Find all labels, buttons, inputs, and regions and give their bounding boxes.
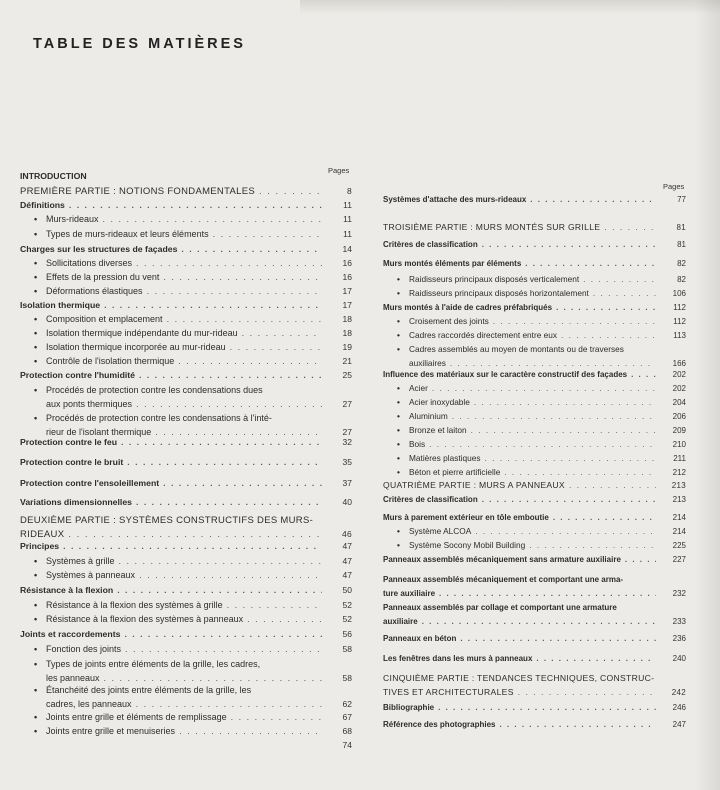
toc-entry <box>383 368 686 382</box>
toc-entry <box>20 658 352 685</box>
toc-page-number: 11 <box>343 214 352 224</box>
toc-entry-title: auxiliaires <box>409 357 446 368</box>
toc-entry-title-line: Panneaux assemblés mécaniquement et comportant une arma- <box>383 575 624 584</box>
toc-entry <box>383 701 686 715</box>
leader-dots <box>556 301 656 315</box>
leader-dots <box>104 672 322 686</box>
toc-entry-title: PREMIÈRE PARTIE : NOTIONS FONDAMENTALES <box>20 186 255 197</box>
toc-page-number: 209 <box>672 426 686 435</box>
toc-entry-title: Référence des photographies <box>383 720 496 729</box>
toc-page-number: 82 <box>677 259 686 268</box>
toc-entry-title: Protection contre l'humidité <box>20 370 136 380</box>
toc-entry-title: Panneaux en béton <box>383 634 457 643</box>
toc-page-number: 14 <box>342 244 352 254</box>
leader-dots <box>68 528 322 542</box>
toc-page-number: 212 <box>672 468 686 477</box>
leader-dots <box>474 396 656 410</box>
toc-entry <box>383 525 686 539</box>
toc-entry <box>20 477 352 491</box>
toc-entry <box>383 601 686 628</box>
toc-entry-title: TIVES ET ARCHITECTURALES <box>383 686 514 697</box>
toc-entry-title: • Murs-rideaux <box>46 214 99 224</box>
leader-dots <box>530 193 656 207</box>
toc-entry <box>383 424 686 438</box>
toc-entry <box>383 396 686 410</box>
toc-entry <box>383 539 686 553</box>
leader-dots <box>432 382 656 396</box>
leader-dots <box>104 299 322 313</box>
toc-entry-title: ture auxiliaire <box>383 588 436 598</box>
toc-entry-title: Principes <box>20 541 60 551</box>
leader-dots <box>482 238 656 252</box>
toc-page-number: 27 <box>342 398 352 409</box>
toc-entry <box>20 299 352 313</box>
toc-entry-title: Variations dimensionnelles <box>20 497 133 507</box>
leader-dots <box>136 698 322 712</box>
toc-page-number: 18 <box>342 328 352 338</box>
toc-entry-title-line: • Procédés de protection contre les condensations à l'inté- <box>46 412 352 426</box>
toc-entry <box>20 199 352 213</box>
toc-entry-title: • Types de murs-rideaux et leurs éléments <box>46 229 209 239</box>
toc-page-number: 233 <box>672 616 686 626</box>
toc-page-number: 25 <box>342 370 352 380</box>
toc-entry <box>20 684 352 711</box>
leader-dots <box>69 199 322 213</box>
toc-entry <box>383 273 686 287</box>
leader-dots <box>181 243 322 257</box>
toc-entry <box>383 632 686 646</box>
page-title: TABLE DES MATIÈRES <box>33 36 246 52</box>
toc-entry-title: rieur de l'isolant thermique <box>46 426 152 437</box>
toc-page-number: 81 <box>677 240 686 249</box>
pages-column-header: Pages <box>663 182 685 191</box>
toc-entry <box>20 711 352 725</box>
toc-entry <box>20 384 352 411</box>
page-fold-shadow <box>694 0 720 790</box>
leader-dots <box>121 436 322 450</box>
toc-entry <box>383 329 686 343</box>
toc-entry <box>20 412 352 439</box>
toc-entry-title: • Système ALCOA <box>409 526 472 536</box>
toc-entry-title: • Béton et pierre artificielle <box>409 467 501 477</box>
leader-dots <box>213 228 322 242</box>
toc-entry-title: • Composition et emplacement <box>46 314 163 324</box>
leader-dots <box>178 355 322 369</box>
toc-page-number: 82 <box>677 275 686 284</box>
toc-entry <box>20 271 352 285</box>
toc-entry-title: • Raidisseurs principaux disposés verticalement <box>409 274 580 284</box>
toc-entry <box>383 718 686 732</box>
toc-entry <box>383 573 686 600</box>
toc-page-number: 81 <box>676 223 686 232</box>
leader-dots <box>482 493 656 507</box>
toc-entry <box>20 613 352 627</box>
leader-dots <box>139 369 322 383</box>
toc-page-number: 17 <box>342 300 352 310</box>
toc-entry-title: • Joints entre grille et menuiseries <box>46 726 176 736</box>
toc-entry-title: • Système Socony Mobil Building <box>409 540 526 550</box>
toc-page-number: 46 <box>341 528 352 539</box>
toc-page-number: 106 <box>672 289 686 298</box>
toc-entry-title: Isolation thermique <box>20 300 101 310</box>
toc-page-number: 214 <box>672 513 686 522</box>
toc-entry <box>20 257 352 271</box>
toc-entry-title: • Acier inoxydable <box>409 397 470 407</box>
leader-dots <box>429 438 656 452</box>
toc-page-number: 246 <box>672 703 686 712</box>
toc-entry-title: Critères de classification <box>383 240 478 249</box>
toc-page-number: 225 <box>672 541 686 550</box>
toc-entry <box>383 479 686 493</box>
leader-dots <box>438 701 656 715</box>
toc-entry-title: Charges sur les structures de façades <box>20 244 178 254</box>
toc-entry <box>20 285 352 299</box>
leader-dots <box>475 525 656 539</box>
toc-page-number: 58 <box>342 672 352 683</box>
leader-dots <box>125 643 322 657</box>
toc-entry-title: Bibliographie <box>383 703 435 712</box>
page-edge-shadow <box>300 0 720 14</box>
toc-page-number: 77 <box>677 195 686 204</box>
toc-entry-title: auxiliaire <box>383 616 418 626</box>
leader-dots <box>471 424 656 438</box>
toc-entry-title: • Bois <box>409 439 426 449</box>
leader-dots <box>553 511 656 525</box>
toc-entry <box>20 213 352 227</box>
leader-dots <box>63 540 322 554</box>
toc-page-number: 166 <box>672 358 686 368</box>
toc-entry-title: Protection contre l'ensoleillement <box>20 478 160 488</box>
toc-entry <box>383 452 686 466</box>
toc-page-number: 113 <box>673 331 686 340</box>
toc-entry-title: • Résistance à la flexion des systèmes à grille <box>46 600 223 610</box>
toc-entry <box>20 327 352 341</box>
toc-entry <box>383 221 686 235</box>
toc-entry <box>20 170 352 184</box>
toc-entry-title: Résistance à la flexion <box>20 585 114 595</box>
toc-entry-title: Murs montés éléments par éléments <box>383 259 522 268</box>
leader-dots <box>179 725 322 739</box>
toc-entry-title: • Joints entre grille et éléments de remplissage <box>46 712 227 722</box>
toc-entry <box>383 438 686 452</box>
toc-page-number: 19 <box>342 342 352 352</box>
toc-page-number: 27 <box>342 426 352 437</box>
leader-dots <box>493 315 656 329</box>
toc-page-number: 50 <box>342 585 352 595</box>
toc-page-number: 32 <box>342 437 352 447</box>
toc-page-number: 214 <box>672 527 686 536</box>
leader-dots <box>136 257 322 271</box>
leader-dots <box>604 221 656 235</box>
leader-dots <box>529 539 656 553</box>
leader-dots <box>452 410 656 424</box>
toc-entry <box>20 584 352 598</box>
toc-entry-title: Protection contre le bruit <box>20 457 124 467</box>
leader-dots <box>504 466 656 480</box>
toc-entry <box>383 652 686 666</box>
leader-dots <box>499 718 656 732</box>
leader-dots <box>484 452 656 466</box>
leader-dots <box>422 615 656 629</box>
toc-entry <box>20 555 352 569</box>
toc-entry <box>20 628 352 642</box>
leader-dots <box>460 632 656 646</box>
leader-dots <box>227 599 322 613</box>
leader-dots <box>139 569 322 583</box>
toc-entry <box>20 599 352 613</box>
toc-page-number: 211 <box>673 454 686 463</box>
toc-entry <box>20 355 352 369</box>
toc-entry-title: • Effets de la pression du vent <box>46 272 160 282</box>
toc-entry <box>20 725 352 739</box>
toc-entry-title: aux ponts thermiques <box>46 398 133 409</box>
toc-page-number: 112 <box>673 303 686 312</box>
toc-entry-title: TROISIÈME PARTIE : MURS MONTÉS SUR GRILLE <box>383 222 601 232</box>
leader-dots <box>631 368 656 382</box>
leader-dots <box>127 456 322 470</box>
toc-entry <box>383 553 686 567</box>
toc-entry <box>383 382 686 396</box>
toc-entry-title: • Matières plastiques <box>409 453 481 463</box>
toc-entry-title: • Systèmes à panneaux <box>46 570 136 580</box>
toc-entry <box>383 672 686 699</box>
leader-dots <box>103 213 322 227</box>
leader-dots <box>117 584 322 598</box>
toc-entry-title: • Résistance à la flexion des systèmes à panneaux <box>46 614 244 624</box>
toc-entry-title: • Isolation thermique incorporée au mur-rideau <box>46 342 226 352</box>
toc-entry <box>383 193 686 207</box>
toc-page-number: 8 <box>346 186 352 196</box>
toc-entry <box>20 456 352 470</box>
toc-entry-title: • Cadres raccordés directement entre eux <box>409 330 558 340</box>
toc-entry <box>20 185 352 199</box>
leader-dots <box>247 613 322 627</box>
leader-dots <box>230 341 322 355</box>
toc-entry <box>20 313 352 327</box>
toc-entry-title-line: CINQUIÈME PARTIE : TENDANCES TECHNIQUES, CONSTRUC- <box>383 673 655 683</box>
toc-entry-title-line: • Cadres assemblés au moyen de montants ou de traverses <box>409 343 686 357</box>
toc-entry <box>20 643 352 657</box>
leader-dots <box>536 652 656 666</box>
toc-page-number: 47 <box>342 541 352 551</box>
toc-entry-title: INTRODUCTION <box>20 171 87 181</box>
toc-page-number: 227 <box>672 555 686 564</box>
toc-entry <box>20 514 352 541</box>
toc-entry <box>383 493 686 507</box>
leader-dots <box>119 555 322 569</box>
toc-page-number: 21 <box>342 356 352 366</box>
toc-entry <box>383 466 686 480</box>
toc-entry-title: les panneaux <box>46 672 100 683</box>
toc-page-number: 62 <box>342 698 352 709</box>
leader-dots <box>167 313 322 327</box>
toc-entry-title: • Raidisseurs principaux disposés horizontalement <box>409 288 589 298</box>
toc-entry-title: • Fonction des joints <box>46 644 122 654</box>
toc-entry-title: • Sollicitations diverses <box>46 258 133 268</box>
leader-dots <box>163 477 322 491</box>
toc-page-number: 210 <box>672 440 686 449</box>
toc-entry-title: Panneaux assemblés mécaniquement sans armature auxiliaire <box>383 555 621 564</box>
toc-page-number: 47 <box>342 556 352 566</box>
toc-page-number: 202 <box>672 370 686 379</box>
toc-entry <box>20 369 352 383</box>
toc-entry-title: • Bronze et laiton <box>409 425 467 435</box>
toc-entry-title: cadres, les panneaux <box>46 698 132 709</box>
toc-page-number: 213 <box>672 495 686 504</box>
leader-dots <box>231 711 322 725</box>
toc-entry <box>383 257 686 271</box>
toc-entry-title: Protection contre le feu <box>20 437 118 447</box>
toc-entry <box>20 540 352 554</box>
toc-entry-title: Joints et raccordements <box>20 629 121 639</box>
leader-dots <box>147 285 322 299</box>
toc-page-number-row <box>20 739 352 753</box>
toc-entry <box>20 243 352 257</box>
leader-dots <box>259 185 322 199</box>
toc-entry <box>383 287 686 301</box>
toc-page-number: 35 <box>342 457 352 467</box>
toc-entry-title: Murs montés à l'aide de cadres préfabriqués <box>383 303 553 312</box>
toc-page-number: 16 <box>342 272 352 282</box>
toc-entry-title: • Acier <box>409 383 428 393</box>
leader-dots <box>439 587 656 601</box>
toc-entry-title: • Contrôle de l'isolation thermique <box>46 356 175 366</box>
toc-page-number: 242 <box>671 687 686 697</box>
toc-entry-title-line: • Types de joints entre éléments de la grille, les cadres, <box>46 658 352 672</box>
toc-page-number: 204 <box>672 398 686 407</box>
toc-entry-title: RIDEAUX <box>20 528 65 540</box>
leader-dots <box>569 479 656 493</box>
toc-page-number: 18 <box>342 314 352 324</box>
toc-page-number: 74 <box>342 740 352 750</box>
toc-entry <box>20 496 352 510</box>
toc-entry <box>20 228 352 242</box>
toc-entry-title: QUATRIÈME PARTIE : MURS A PANNEAUX <box>383 480 565 490</box>
toc-entry <box>383 343 686 370</box>
toc-page-number: 52 <box>342 600 352 610</box>
toc-page-number: 58 <box>342 644 352 654</box>
toc-entry <box>383 238 686 252</box>
leader-dots <box>136 398 322 412</box>
toc-page-number: 213 <box>671 481 686 490</box>
toc-entry <box>20 341 352 355</box>
leader-dots <box>593 287 656 301</box>
toc-page-number: 11 <box>343 200 352 210</box>
toc-entry-title: Systèmes d'attache des murs-rideaux <box>383 195 527 204</box>
toc-page-number: 240 <box>672 654 686 663</box>
toc-entry-title-line: DEUXIÈME PARTIE : SYSTÈMES CONSTRUCTIFS DES MURS- <box>20 515 314 526</box>
pages-column-header: Pages <box>328 166 350 175</box>
leader-dots <box>136 496 322 510</box>
toc-entry-title: • Aluminium <box>409 411 448 421</box>
toc-page-number: 206 <box>672 412 686 421</box>
toc-entry <box>20 436 352 450</box>
toc-entry-title-line: • Procédés de protection contre les condensations dues <box>46 384 352 398</box>
toc-page-number: 11 <box>343 229 352 239</box>
toc-page-number: 52 <box>342 614 352 624</box>
leader-dots <box>583 273 656 287</box>
toc-entry-title: • Systèmes à grille <box>46 556 115 566</box>
toc-entry <box>383 301 686 315</box>
toc-page-number: 47 <box>342 570 352 580</box>
toc-page-number: 247 <box>672 720 686 729</box>
toc-page-number: 17 <box>342 286 352 296</box>
toc-entry-title: Critères de classification <box>383 495 478 504</box>
toc-entry <box>383 315 686 329</box>
toc-page-number: 37 <box>342 478 352 488</box>
toc-page-number: 112 <box>673 317 686 326</box>
leader-dots <box>561 329 656 343</box>
leader-dots <box>242 327 322 341</box>
leader-dots <box>518 686 656 700</box>
toc-entry-title-line: Panneaux assemblés par collage et comportant une armature <box>383 603 617 612</box>
toc-page-number: 232 <box>672 588 686 598</box>
leader-dots <box>625 553 656 567</box>
toc-page-number: 67 <box>342 712 352 722</box>
toc-entry-title: Murs à parement extérieur en tôle emboutie <box>383 513 549 522</box>
toc-entry <box>383 410 686 424</box>
toc-entry-title: Les fenêtres dans les murs à panneaux <box>383 654 533 663</box>
toc-page-number: 56 <box>342 629 352 639</box>
toc-page-number: 16 <box>342 258 352 268</box>
leader-dots <box>163 271 322 285</box>
toc-entry-title-line: • Étanchéité des joints entre éléments de la grille, les <box>46 684 352 698</box>
toc-entry-title: • Isolation thermique indépendante du mur-rideau <box>46 328 238 338</box>
toc-entry <box>383 511 686 525</box>
toc-page-number: 202 <box>672 384 686 393</box>
toc-page-number: 40 <box>342 497 352 507</box>
toc-entry <box>20 569 352 583</box>
toc-entry-title: • Déformations élastiques <box>46 286 143 296</box>
leader-dots <box>525 257 656 271</box>
toc-entry-title: • Croisement des joints <box>409 316 489 326</box>
toc-page-number: 68 <box>342 726 352 736</box>
leader-dots <box>124 628 322 642</box>
toc-page-number: 236 <box>672 634 686 643</box>
toc-entry-title: Définitions <box>20 200 65 210</box>
toc-entry-title: Influence des matériaux sur le caractère constructif des façades <box>383 370 628 379</box>
